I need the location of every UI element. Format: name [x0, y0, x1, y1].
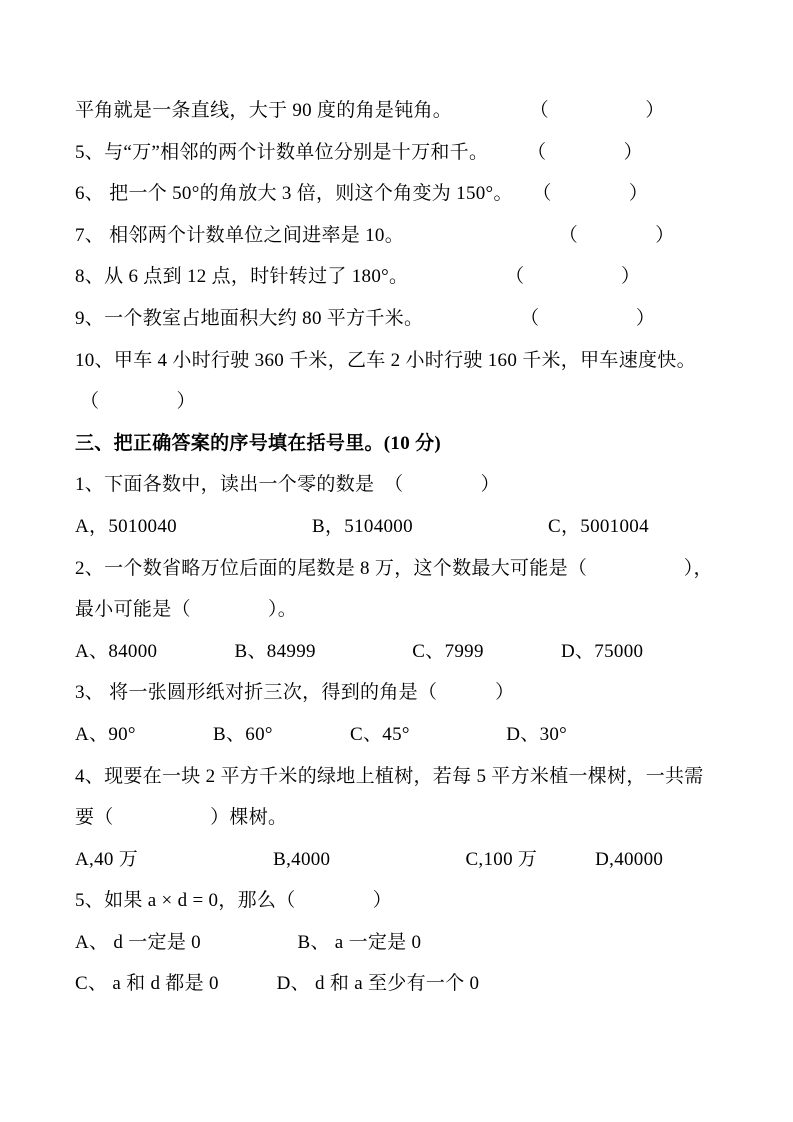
- mc-question-2-options: A、84000 B、84999 C、7999 D、75000: [75, 640, 644, 662]
- mc-question-2-continuation: 最小可能是（ ）。: [75, 599, 298, 621]
- mc-question-4-options: A,40 万 B,4000 C,100 万 D,40000: [75, 848, 664, 870]
- mc-question-4: 4、现要在一块 2 平方千米的绿地上植树，若每 5 平方米植一棵树，一共需: [75, 765, 704, 787]
- mc-question-2: 2、一个数省略万位后面的尾数是 8 万，这个数最大可能是（ ），: [75, 557, 713, 579]
- mc-question-3-options: A、90° B、60° C、45° D、30°: [75, 723, 568, 745]
- tf-item-8: 8、从 6 点到 12 点，时针转过了 180°。 （ ）: [75, 266, 641, 288]
- tf-item-10: 10、甲车 4 小时行驶 360 千米，乙车 2 小时行驶 160 千米，甲车速度快。: [75, 349, 696, 371]
- mc-question-4-continuation: 要（ ）棵树。: [75, 807, 288, 829]
- mc-question-5-options-row-1: A、 d 一定是 0 B、 a 一定是 0: [75, 931, 422, 953]
- mc-question-5: 5、如果 a × d = 0，那么（ ）: [75, 890, 393, 912]
- tf-item-4-continuation: 平角就是一条直线，大于 90 度的角是钝角。 （ ）: [75, 100, 665, 121]
- mc-question-5-options-row-2: C、 a 和 d 都是 0 D、 d 和 a 至少有一个 0: [75, 973, 480, 995]
- tf-item-6: 6、 把一个 50°的角放大 3 倍，则这个角变为 150°。 （ ）: [75, 183, 649, 205]
- mc-question-1: 1、下面各数中，读出一个零的数是 （ ）: [75, 474, 500, 496]
- mc-question-1-options: A，5010040 B，5104000 C，5001004: [75, 515, 649, 537]
- tf-item-9: 9、一个教室占地面积大约 80 平方千米。 （ ）: [75, 307, 656, 329]
- tf-item-7: 7、 相邻两个计数单位之间进率是 10。 （ ）: [75, 224, 675, 246]
- tf-item-10-answer-blank: （ ）: [75, 391, 196, 413]
- mc-question-3: 3、 将一张圆形纸对折三次，得到的角是（ ）: [75, 682, 515, 704]
- tf-item-5: 5、与“万”相邻的两个计数单位分别是十万和千。 （ ）: [75, 141, 643, 163]
- section-3-heading: 三、把正确答案的序号填在括号里。(10 分): [75, 432, 442, 454]
